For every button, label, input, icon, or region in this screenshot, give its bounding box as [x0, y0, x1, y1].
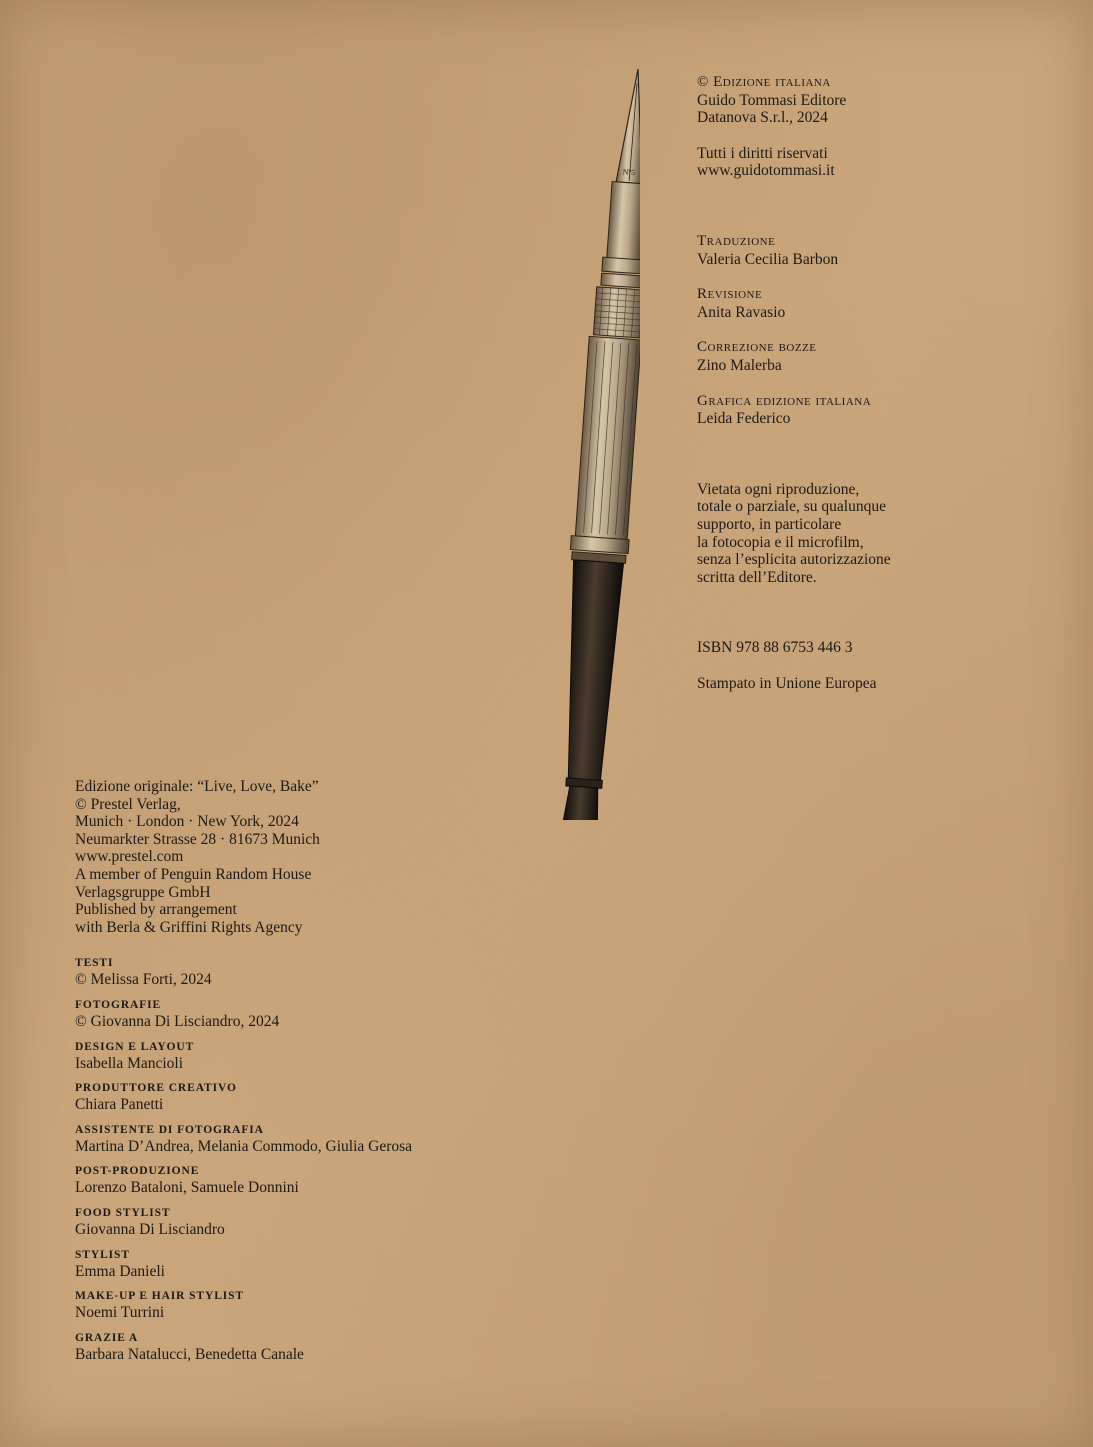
notice-line: la fotocopia e il microfilm,	[697, 533, 864, 551]
credit-name: Anita Ravasio	[697, 303, 786, 321]
original-edition-line: Edizione originale: “Live, Love, Bake”	[75, 778, 319, 795]
credit-name: Isabella Mancioli	[75, 1054, 184, 1072]
notice-line: supporto, in particolare	[697, 515, 842, 533]
rights-reserved: Tutti i diritti riservati	[697, 144, 828, 162]
printed-in: Stampato in Unione Europea	[697, 674, 877, 692]
credit-role: Revisione	[697, 286, 763, 303]
italian-credits	[697, 233, 1057, 428]
original-edition-line: Neumarkter Strasse 28 · 81673 Munich	[75, 830, 320, 848]
credit-post-production	[75, 1164, 495, 1197]
publisher-website: www.guidotommasi.it	[697, 162, 835, 180]
credit-role: Grafica edizione italiana	[697, 392, 872, 409]
credit-name: Noemi Turrini	[75, 1304, 165, 1322]
notice-line: Vietata ogni riproduzione,	[697, 480, 860, 498]
credit-role: Traduzione	[697, 232, 776, 249]
credit-role: TESTI	[75, 957, 114, 970]
original-edition-line: Munich · London · New York, 2024	[75, 813, 299, 831]
credit-role: GRAZIE A	[75, 1331, 139, 1344]
isbn: ISBN 978 88 6753 446 3	[697, 639, 853, 657]
credit-name: Leida Federico	[697, 410, 791, 428]
italian-edition-column	[697, 74, 1057, 692]
credit-role: FOOD STYLIST	[75, 1206, 171, 1219]
notice-line: totale o parziale, su qualunque	[697, 498, 886, 516]
original-edition-line: www.prestel.com	[75, 848, 184, 866]
credit-revision	[697, 286, 1057, 321]
original-edition-line: with Berla & Griffini Rights Agency	[75, 918, 303, 936]
italian-edition-heading: © Edizione italiana	[697, 74, 831, 90]
credit-producer	[75, 1081, 495, 1114]
credit-makeup	[75, 1289, 495, 1322]
credit-translation	[697, 233, 1057, 268]
original-credits	[75, 956, 495, 1363]
credit-role: MAKE-UP E HAIR STYLIST	[75, 1290, 245, 1303]
credit-name: Emma Danieli	[75, 1262, 165, 1280]
notice-line: senza l’esplicita autorizzazione	[697, 551, 891, 569]
credit-role: DESIGN E LAYOUT	[75, 1040, 195, 1053]
credit-name: Giovanna Di Lisciandro	[75, 1220, 225, 1238]
nib-marking: Nº5	[622, 167, 636, 178]
credit-stylist	[75, 1248, 495, 1281]
notice-line: scritta dell’Editore.	[697, 568, 817, 586]
credit-role: FOTOGRAFIE	[75, 998, 162, 1011]
original-edition-line: Published by arrangement	[75, 901, 237, 919]
credit-role: PRODUTTORE CREATIVO	[75, 1082, 237, 1095]
original-edition-line: Verlagsgruppe GmbH	[75, 883, 211, 901]
publisher-company: Datanova S.r.l., 2024	[697, 109, 828, 127]
italian-edition-block	[697, 74, 1057, 127]
credit-graphics	[697, 393, 1057, 428]
credit-name: Chiara Panetti	[75, 1096, 164, 1114]
credit-name: Lorenzo Bataloni, Samuele Donnini	[75, 1179, 299, 1197]
credit-photo-assistant	[75, 1123, 495, 1156]
original-edition-block	[75, 778, 495, 936]
credit-name: © Melissa Forti, 2024	[75, 971, 212, 989]
credit-role: Correzione bozze	[697, 339, 817, 356]
credit-name: Zino Malerba	[697, 356, 782, 374]
credit-name: Barbara Natalucci, Benedetta Canale	[75, 1345, 304, 1363]
credit-role: ASSISTENTE DI FOTOGRAFIA	[75, 1123, 264, 1136]
credit-name: © Giovanna Di Lisciandro, 2024	[75, 1012, 280, 1030]
credit-thanks	[75, 1331, 495, 1364]
reproduction-notice	[697, 481, 1057, 587]
credit-photography	[75, 998, 495, 1031]
fountain-pen-icon	[520, 60, 640, 820]
credit-role: POST-PRODUZIONE	[75, 1165, 200, 1178]
credit-name: Valeria Cecilia Barbon	[697, 250, 839, 268]
original-edition-column	[75, 778, 495, 1363]
credit-design	[75, 1040, 495, 1073]
credit-food-stylist	[75, 1206, 495, 1239]
publisher-name: Guido Tommasi Editore	[697, 91, 847, 109]
original-edition-line: A member of Penguin Random House	[75, 865, 312, 883]
credit-texts	[75, 956, 495, 989]
credit-role: STYLIST	[75, 1248, 130, 1261]
credit-proofreading	[697, 339, 1057, 374]
original-edition-line: © Prestel Verlag,	[75, 795, 181, 813]
rights-block	[697, 145, 1057, 180]
credit-name: Martina D’Andrea, Melania Commodo, Giulia Gerosa	[75, 1137, 413, 1155]
